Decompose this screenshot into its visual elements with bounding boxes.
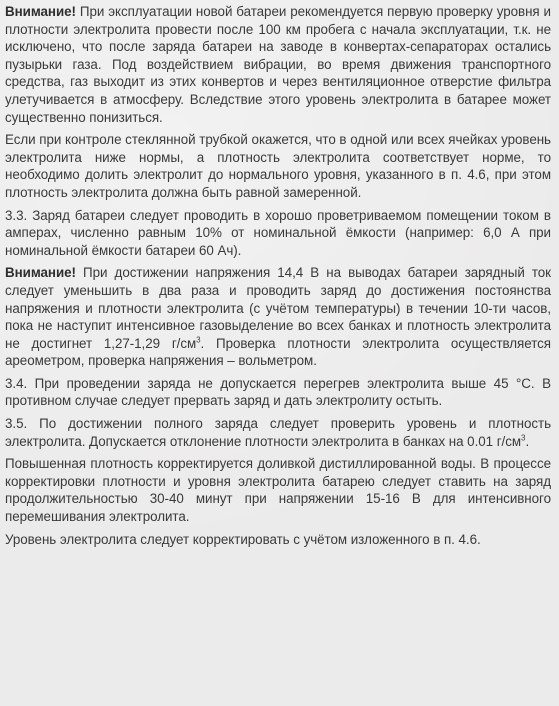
paragraph-section-3-3 bbox=[5, 207, 551, 260]
paragraph-level-correction bbox=[5, 531, 551, 549]
paragraph-text: 3.5. По достижении полного заряда следует проверить уровень и плотность электролита. Допускается отклонение плотности электролита в банках на 0.01 г/см bbox=[5, 416, 551, 449]
paragraph-section-3-4 bbox=[5, 375, 551, 410]
warning-label: Внимание! bbox=[5, 265, 76, 281]
superscript: 3 bbox=[521, 433, 526, 443]
paragraph-warning-first-check bbox=[5, 3, 551, 126]
paragraph-text: Уровень электролита следует корректировать с учётом изложенного в п. 4.6. bbox=[5, 531, 481, 547]
paragraph-text: При достижении напряжения 14,4 В на выводах батареи зарядный ток следует уменьшить в два раза и проводить заряд до достижения постоянства напряжения и плотности электролита (с учётом температуры) в течении 10-ти часов, пока не наступит интенсивное газовыделение во всех банках и плотность электролита не достигнет 1,27-1,29 г/см bbox=[5, 265, 551, 351]
paragraph-text: 3.3. Заряд батареи следует проводить в хорошо проветриваемом помещении током в амперах, численно равным 10% от номинальной ёмкости (например: 6,0 А при номинальной ёмкости батареи 60 Ач). bbox=[5, 207, 551, 258]
superscript: 3 bbox=[196, 335, 201, 345]
paragraph-text: 3.4. При проведении заряда не допускается перегрев электролита выше 45 °С. В противном случае следует прервать заряд и дать электролиту остыть. bbox=[5, 375, 551, 409]
paragraph-text: Повышенная плотность корректируется доливкой дистиллированной воды. В процессе корректировки плотности и уровня электролита батарею следует ставить на заряд продолжительностью 30-40 минут при напряжении 15-16 В для интенсивного перемешивания электролита. bbox=[5, 456, 551, 525]
paragraph-section-3-5 bbox=[5, 415, 551, 450]
paragraph-density-correction bbox=[5, 455, 551, 525]
paragraph-text-tail: . bbox=[525, 433, 530, 449]
warning-label: Внимание! bbox=[5, 4, 76, 19]
paragraph-text: Если при контроле стеклянной трубкой окажется, что в одной или всех ячейках уровень электролита ниже нормы, а плотность электролита соответствует норме, то необходимо долить электролит до нормального уровня, указанного в п. 4.6, при этом плотность электролита должна быть равной замеренной. bbox=[5, 132, 551, 200]
paragraph-text-tail: . Проверка плотности электролита осуществляется ареометром, проверка напряжения – вольметром. bbox=[5, 335, 551, 369]
paragraph-text: При эксплуатации новой батареи рекомендуется первую проверку уровня и плотности электролита провести после 100 км пробега с начала эксплуатации, т.к. не исключено, что после заряда батареи на заводе в конвертах-сепараторах остались пузырьки газа. Под воздействием вибрации, во время движения транспортного средства, газ выходит из этих конвертов и через вентиляционное отверстие фильтра улетучивается в атмосферу. Вследствие этого уровень электролита в батарее может существенно понизиться. bbox=[5, 4, 551, 125]
paragraph-warning-charging bbox=[5, 264, 551, 370]
paragraph-top-up-electrolyte bbox=[5, 131, 551, 201]
